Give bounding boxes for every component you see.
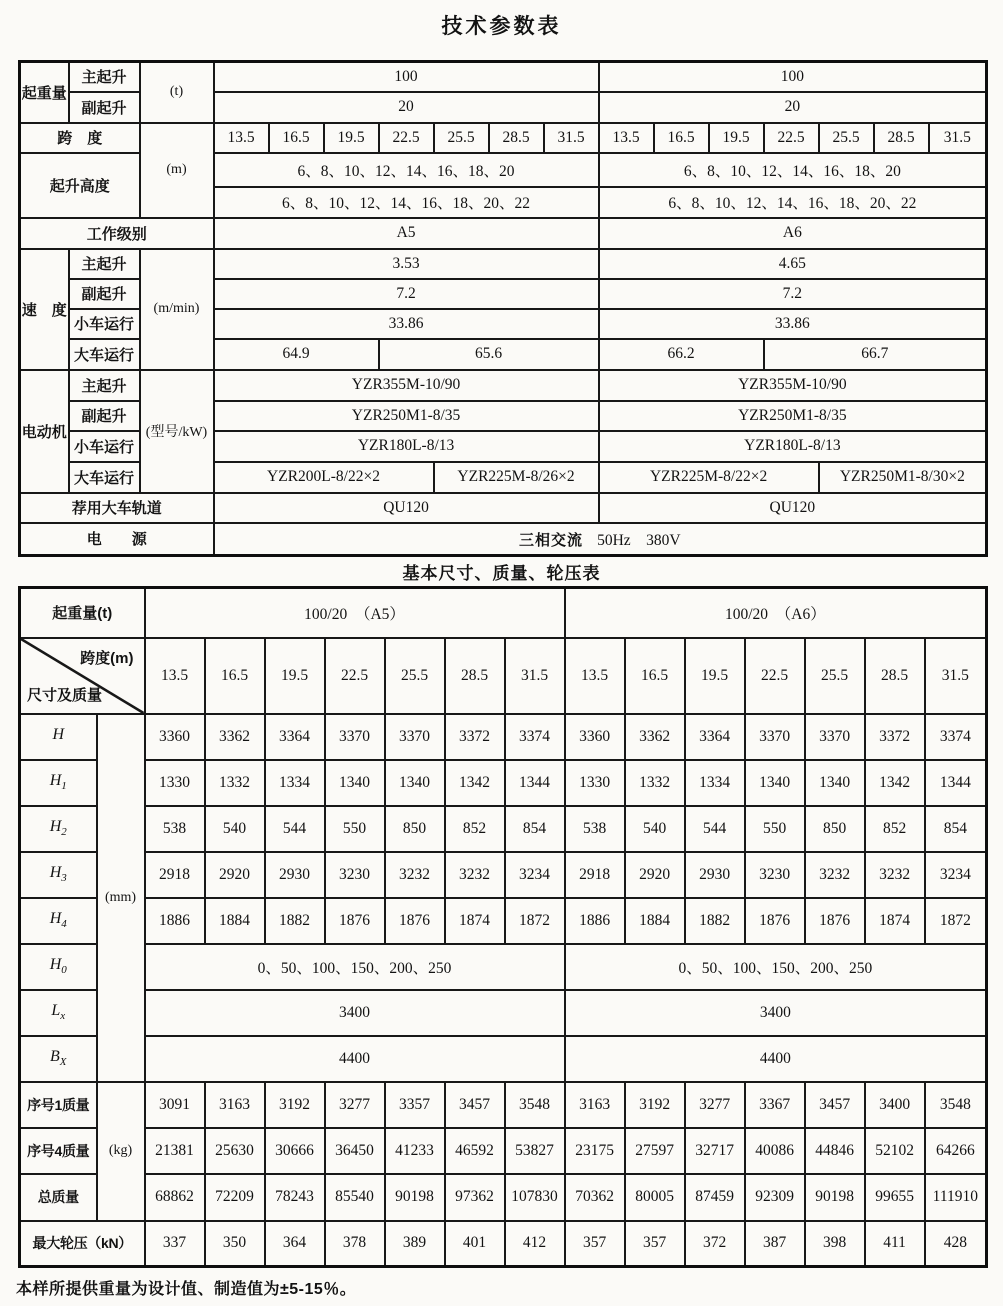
- technical-parameters-table: [18, 60, 988, 557]
- span-height-unit: (m): [140, 123, 214, 218]
- lifting-capacity-group-label: 起重量: [20, 62, 69, 123]
- cell-t1-span-values_a5-0: 13.5: [214, 123, 269, 153]
- aux-capacity-a6: 20: [599, 92, 987, 123]
- dim-H0-label: $H_0$: [20, 944, 97, 990]
- cell-t2-dims-3-a5-5: 3232: [445, 852, 505, 898]
- cell-t2-dims-3-a6-3: 3230: [745, 852, 805, 898]
- cell-t2-dims-1-a6-6: 1344: [925, 760, 987, 806]
- cell-t2-wheel-a5-5: 401: [445, 1221, 505, 1267]
- cell-t1-span-values_a5-1: 16.5: [269, 123, 324, 153]
- cell-t2-masses-0-a5-4: 3357: [385, 1082, 445, 1128]
- cell-t2-spans_a6-5: 28.5: [865, 638, 925, 714]
- cell-t2-masses-1-a6-1: 27597: [625, 1128, 685, 1174]
- cell-t2-masses-0-a5-2: 3192: [265, 1082, 325, 1128]
- cell-t2-dims-0-a5-0: 3360: [145, 714, 205, 760]
- cell-t2-dims-3-a6-1: 2920: [625, 852, 685, 898]
- speed-travel-a5-2: 65.6: [379, 339, 599, 370]
- lifting-height-2-a5: 6、8、10、12、14、16、18、20、22: [214, 187, 599, 218]
- speed-travel-a5-1: 64.9: [214, 339, 379, 370]
- rail-label: 荐用大车轨道: [20, 493, 214, 523]
- cell-t1-span-values_a6-5: 28.5: [874, 123, 929, 153]
- cell-t2-masses-2-a5-2: 78243: [265, 1174, 325, 1221]
- cell-t1-span-values_a6-6: 31.5: [929, 123, 987, 153]
- cell-t2-dims-0-a6-5: 3372: [865, 714, 925, 760]
- cell-t2-dims-4-a6-2: 1882: [685, 898, 745, 944]
- cell-t2-spans_a6-4: 25.5: [805, 638, 865, 714]
- cell-t1-span-values_a5-6: 31.5: [544, 123, 599, 153]
- cell-t1-span-values_a5-3: 22.5: [379, 123, 434, 153]
- speed-trolley-a6: 33.86: [599, 309, 987, 339]
- cell-t2-masses-0-a6-3: 3367: [745, 1082, 805, 1128]
- table2-title: 基本尺寸、质量、轮压表: [402, 564, 601, 583]
- dim-H4-label: $H_4$: [20, 898, 97, 944]
- main-capacity-a6: 100: [599, 62, 987, 92]
- cell-t2-masses-1-a6-2: 32717: [685, 1128, 745, 1174]
- cell-t1-span-values_a5-4: 25.5: [434, 123, 489, 153]
- cell-t2-spans_a5-4: 25.5: [385, 638, 445, 714]
- cell-t2-masses-0-a6-4: 3457: [805, 1082, 865, 1128]
- cell-t2-dims-4-a6-3: 1876: [745, 898, 805, 944]
- cell-t2-dims-4-a5-6: 1872: [505, 898, 565, 944]
- speed-aux-a6: 7.2: [599, 279, 987, 309]
- speed-trolley-label: 小车运行: [69, 309, 140, 339]
- cell-t2-wheel-a5-2: 364: [265, 1221, 325, 1267]
- footnote-text: 本样所提供重量为设计值、制造值为±5-15％。: [16, 1281, 357, 1298]
- lx-a6: 3400: [565, 990, 987, 1036]
- dim-Lx-label: $L_x$: [20, 990, 97, 1036]
- h0-values-a5: 0、50、100、150、200、250: [145, 944, 565, 990]
- cell-t2-masses-1-a5-4: 41233: [385, 1128, 445, 1174]
- speed-main-a5: 3.53: [214, 249, 599, 279]
- speed-main-hoist-label: 主起升: [69, 249, 140, 279]
- cell-t2-dims-2-a5-3: 550: [325, 806, 385, 852]
- cell-t2-masses-2-a5-3: 85540: [325, 1174, 385, 1221]
- cell-t2-dims-3-a5-3: 3230: [325, 852, 385, 898]
- cell-t2-dims-4-a5-4: 1876: [385, 898, 445, 944]
- cell-t1-span-values_a6-1: 16.5: [654, 123, 709, 153]
- capacity-unit: (t): [140, 62, 214, 123]
- cell-t2-dims-2-a6-2: 544: [685, 806, 745, 852]
- dim-H1-label: $H_1$: [20, 760, 97, 806]
- cell-t2-wheel-a6-3: 387: [745, 1221, 805, 1267]
- cell-t2-dims-1-a5-2: 1334: [265, 760, 325, 806]
- cell-t2-dims-1-a5-5: 1342: [445, 760, 505, 806]
- cell-t2-masses-1-a5-1: 25630: [205, 1128, 265, 1174]
- cell-t2-masses-2-a5-0: 68862: [145, 1174, 205, 1221]
- cell-t2-dims-3-a5-2: 2930: [265, 852, 325, 898]
- cell-t2-dims-2-a5-6: 854: [505, 806, 565, 852]
- motor-main-a6: YZR355M-10/90: [599, 370, 987, 401]
- cell-t2-dims-0-a6-6: 3374: [925, 714, 987, 760]
- cell-t2-dims-0-a5-2: 3364: [265, 714, 325, 760]
- cell-t2-dims-4-a6-6: 1872: [925, 898, 987, 944]
- cell-t2-dims-3-a5-4: 3232: [385, 852, 445, 898]
- cell-t2-masses-1-a6-5: 52102: [865, 1128, 925, 1174]
- t2-capacity-a6: 100/20 （A6）: [565, 588, 987, 638]
- cell-t2-dims-3-a6-5: 3232: [865, 852, 925, 898]
- power-label: 电 源: [20, 523, 214, 556]
- cell-t2-spans_a5-1: 16.5: [205, 638, 265, 714]
- motor-trolley-a6: YZR180L-8/13: [599, 431, 987, 462]
- power-value-spec: 50Hz 380V: [597, 531, 681, 549]
- cell-t2-dims-4-a5-0: 1886: [145, 898, 205, 944]
- cell-t2-dims-1-a5-3: 1340: [325, 760, 385, 806]
- cell-t2-dims-4-a5-5: 1874: [445, 898, 505, 944]
- cell-t2-dims-2-a6-4: 850: [805, 806, 865, 852]
- motor-main-hoist-label: 主起升: [69, 370, 140, 401]
- cell-t1-span-values_a6-4: 25.5: [819, 123, 874, 153]
- cell-t2-masses-0-a6-1: 3192: [625, 1082, 685, 1128]
- cell-t2-wheel-a5-0: 337: [145, 1221, 205, 1267]
- motor-travel-a5-2: YZR225M-8/26×2: [434, 462, 599, 493]
- cell-t2-dims-0-a5-3: 3370: [325, 714, 385, 760]
- cell-t2-wheel-a5-3: 378: [325, 1221, 385, 1267]
- cell-t2-masses-2-a6-4: 90198: [805, 1174, 865, 1221]
- cell-t2-dims-0-a6-1: 3362: [625, 714, 685, 760]
- cell-t2-dims-2-a5-4: 850: [385, 806, 445, 852]
- motor-trolley-label: 小车运行: [69, 431, 140, 462]
- speed-aux-a5: 7.2: [214, 279, 599, 309]
- cell-t2-wheel-a6-4: 398: [805, 1221, 865, 1267]
- cell-t2-dims-1-a6-0: 1330: [565, 760, 625, 806]
- main-hoist-label: 主起升: [69, 62, 140, 92]
- cell-t2-dims-2-a5-1: 540: [205, 806, 265, 852]
- cell-t2-dims-2-a5-2: 544: [265, 806, 325, 852]
- cell-t2-wheel-a6-1: 357: [625, 1221, 685, 1267]
- span-dimension-diagonal-cell: [20, 638, 145, 714]
- cell-t2-wheel-a6-5: 411: [865, 1221, 925, 1267]
- motor-aux-hoist-label: 副起升: [69, 401, 140, 431]
- speed-travel-a6-1: 66.2: [599, 339, 764, 370]
- mass-item1-label: 序号1质量: [20, 1082, 97, 1128]
- cell-t2-wheel-a6-6: 428: [925, 1221, 987, 1267]
- dimensions-mass-wheel-load-table: [18, 586, 988, 1268]
- motor-main-a5: YZR355M-10/90: [214, 370, 599, 401]
- bx-a5: 4400: [145, 1036, 565, 1082]
- duty-class-a6: A6: [599, 218, 987, 249]
- cell-t2-masses-2-a5-4: 90198: [385, 1174, 445, 1221]
- cell-t1-span-values_a6-3: 22.5: [764, 123, 819, 153]
- cell-t2-dims-2-a6-6: 854: [925, 806, 987, 852]
- cell-t2-dims-3-a5-1: 2920: [205, 852, 265, 898]
- aux-hoist-label: 副起升: [69, 92, 140, 123]
- speed-crane-travel-label: 大车运行: [69, 339, 140, 370]
- motor-unit: (型号/kW): [140, 370, 214, 493]
- t2-capacity-a5: 100/20 （A5）: [145, 588, 565, 638]
- cell-t2-spans_a5-3: 22.5: [325, 638, 385, 714]
- speed-main-a6: 4.65: [599, 249, 987, 279]
- cell-t2-dims-2-a6-1: 540: [625, 806, 685, 852]
- cell-t2-dims-0-a6-0: 3360: [565, 714, 625, 760]
- cell-t2-masses-0-a6-2: 3277: [685, 1082, 745, 1128]
- cell-t2-spans_a6-0: 13.5: [565, 638, 625, 714]
- cell-t2-wheel-a5-1: 350: [205, 1221, 265, 1267]
- cell-t2-masses-1-a6-3: 40086: [745, 1128, 805, 1174]
- cell-t2-masses-1-a6-4: 44846: [805, 1128, 865, 1174]
- speed-trolley-a5: 33.86: [214, 309, 599, 339]
- cell-t1-span-values_a5-2: 19.5: [324, 123, 379, 153]
- cell-t2-spans_a6-2: 19.5: [685, 638, 745, 714]
- cell-t1-span-values_a5-5: 28.5: [489, 123, 544, 153]
- t2-capacity-label: 起重量(t): [20, 588, 145, 638]
- cell-t2-wheel-a5-6: 412: [505, 1221, 565, 1267]
- cell-t2-masses-0-a6-6: 3548: [925, 1082, 987, 1128]
- cell-t2-dims-1-a6-1: 1332: [625, 760, 685, 806]
- cell-t2-dims-0-a5-1: 3362: [205, 714, 265, 760]
- duty-class-a5: A5: [214, 218, 599, 249]
- cell-t2-dims-4-a5-3: 1876: [325, 898, 385, 944]
- cell-t1-span-values_a6-0: 13.5: [599, 123, 654, 153]
- cell-t2-dims-2-a6-0: 538: [565, 806, 625, 852]
- cell-t2-masses-0-a5-0: 3091: [145, 1082, 205, 1128]
- span-label: 跨 度: [20, 123, 140, 153]
- cell-t2-masses-0-a5-5: 3457: [445, 1082, 505, 1128]
- motor-travel-a6-2: YZR250M1-8/30×2: [819, 462, 987, 493]
- cell-t2-spans_a5-0: 13.5: [145, 638, 205, 714]
- motor-aux-a6: YZR250M1-8/35: [599, 401, 987, 431]
- dim-H2-label: $H_2$: [20, 806, 97, 852]
- rail-a6: QU120: [599, 493, 987, 523]
- lifting-height-label: 起升高度: [20, 153, 140, 218]
- cell-t2-dims-2-a6-3: 550: [745, 806, 805, 852]
- cell-t2-spans_a5-2: 19.5: [265, 638, 325, 714]
- cell-t2-spans_a6-3: 22.5: [745, 638, 805, 714]
- lifting-height-2-a6: 6、8、10、12、14、16、18、20、22: [599, 187, 987, 218]
- dim-H-label: H: [20, 714, 97, 760]
- power-value: [214, 523, 987, 556]
- cell-t2-dims-2-a5-5: 852: [445, 806, 505, 852]
- cell-t2-dims-3-a6-0: 2918: [565, 852, 625, 898]
- cell-t2-masses-0-a6-5: 3400: [865, 1082, 925, 1128]
- cell-t2-dims-3-a5-6: 3234: [505, 852, 565, 898]
- cell-t2-masses-2-a6-1: 80005: [625, 1174, 685, 1221]
- power-value-type: 三相交流: [519, 531, 584, 549]
- cell-t2-spans_a6-1: 16.5: [625, 638, 685, 714]
- cell-t2-dims-0-a5-5: 3372: [445, 714, 505, 760]
- speed-aux-hoist-label: 副起升: [69, 279, 140, 309]
- mm-unit: (mm): [97, 714, 145, 1082]
- cell-t2-masses-2-a5-5: 97362: [445, 1174, 505, 1221]
- cell-t2-dims-3-a6-4: 3232: [805, 852, 865, 898]
- cell-t2-masses-1-a5-5: 46592: [445, 1128, 505, 1174]
- dim-H3-label: $H_3$: [20, 852, 97, 898]
- cell-t2-dims-1-a5-0: 1330: [145, 760, 205, 806]
- cell-t2-dims-1-a5-1: 1332: [205, 760, 265, 806]
- motor-aux-a5: YZR250M1-8/35: [214, 401, 599, 431]
- bx-a6: 4400: [565, 1036, 987, 1082]
- cell-t2-masses-2-a6-6: 111910: [925, 1174, 987, 1221]
- total-mass-label: 总质量: [20, 1174, 97, 1221]
- cell-t2-wheel-a5-4: 389: [385, 1221, 445, 1267]
- diag-dims-label: 尺寸及质量: [27, 686, 103, 704]
- cell-t2-dims-3-a6-6: 3234: [925, 852, 987, 898]
- motor-travel-a5-1: YZR200L-8/22×2: [214, 462, 434, 493]
- cell-t2-dims-0-a6-4: 3370: [805, 714, 865, 760]
- motor-group-label: 电动机: [20, 370, 69, 493]
- cell-t2-dims-4-a6-4: 1876: [805, 898, 865, 944]
- diag-span-label: 跨度(m): [80, 649, 134, 667]
- cell-t2-dims-3-a5-0: 2918: [145, 852, 205, 898]
- duty-class-label: 工作级别: [20, 218, 214, 249]
- cell-t2-masses-2-a5-6: 107830: [505, 1174, 565, 1221]
- cell-t2-masses-1-a5-0: 21381: [145, 1128, 205, 1174]
- cell-t2-dims-0-a6-3: 3370: [745, 714, 805, 760]
- cell-t2-masses-2-a6-0: 70362: [565, 1174, 625, 1221]
- cell-t2-dims-4-a6-1: 1884: [625, 898, 685, 944]
- cell-t2-dims-1-a6-3: 1340: [745, 760, 805, 806]
- cell-t2-masses-1-a5-6: 53827: [505, 1128, 565, 1174]
- h0-values-a6: 0、50、100、150、200、250: [565, 944, 987, 990]
- aux-capacity-a5: 20: [214, 92, 599, 123]
- lx-a5: 3400: [145, 990, 565, 1036]
- motor-trolley-a5: YZR180L-8/13: [214, 431, 599, 462]
- cell-t2-dims-1-a6-5: 1342: [865, 760, 925, 806]
- cell-t2-masses-2-a6-3: 92309: [745, 1174, 805, 1221]
- cell-t2-masses-1-a6-0: 23175: [565, 1128, 625, 1174]
- motor-travel-a6-1: YZR225M-8/22×2: [599, 462, 819, 493]
- cell-t2-dims-4-a5-1: 1884: [205, 898, 265, 944]
- cell-t2-masses-0-a5-6: 3548: [505, 1082, 565, 1128]
- cell-t2-dims-4-a6-5: 1874: [865, 898, 925, 944]
- cell-t2-dims-4-a6-0: 1886: [565, 898, 625, 944]
- cell-t2-dims-1-a6-4: 1340: [805, 760, 865, 806]
- page-title: 技术参数表: [441, 15, 562, 38]
- cell-t2-dims-0-a6-2: 3364: [685, 714, 745, 760]
- cell-t2-dims-1-a6-2: 1334: [685, 760, 745, 806]
- mass-item4-label: 序号4质量: [20, 1128, 97, 1174]
- motor-crane-travel-label: 大车运行: [69, 462, 140, 493]
- cell-t1-span-values_a6-2: 19.5: [709, 123, 764, 153]
- cell-t2-spans_a6-6: 31.5: [925, 638, 987, 714]
- rail-a5: QU120: [214, 493, 599, 523]
- cell-t2-masses-1-a5-2: 30666: [265, 1128, 325, 1174]
- cell-t2-masses-0-a5-3: 3277: [325, 1082, 385, 1128]
- cell-t2-spans_a5-6: 31.5: [505, 638, 565, 714]
- cell-t2-masses-2-a5-1: 72209: [205, 1174, 265, 1221]
- cell-t2-dims-0-a5-4: 3370: [385, 714, 445, 760]
- cell-t2-dims-0-a5-6: 3374: [505, 714, 565, 760]
- lifting-height-1-a6: 6、8、10、12、14、16、18、20: [599, 153, 987, 187]
- cell-t2-dims-4-a5-2: 1882: [265, 898, 325, 944]
- speed-travel-a6-2: 66.7: [764, 339, 987, 370]
- cell-t2-wheel-a6-0: 357: [565, 1221, 625, 1267]
- cell-t2-masses-2-a6-2: 87459: [685, 1174, 745, 1221]
- speed-unit: (m/min): [140, 249, 214, 370]
- kg-unit: (kg): [97, 1082, 145, 1221]
- cell-t2-masses-2-a6-5: 99655: [865, 1174, 925, 1221]
- cell-t2-dims-1-a5-4: 1340: [385, 760, 445, 806]
- cell-t2-dims-2-a6-5: 852: [865, 806, 925, 852]
- cell-t2-dims-1-a5-6: 1344: [505, 760, 565, 806]
- cell-t2-masses-1-a5-3: 36450: [325, 1128, 385, 1174]
- dim-Bx-label: $B_X$: [20, 1036, 97, 1082]
- cell-t2-dims-2-a5-0: 538: [145, 806, 205, 852]
- cell-t2-dims-3-a6-2: 2930: [685, 852, 745, 898]
- cell-t2-masses-0-a5-1: 3163: [205, 1082, 265, 1128]
- cell-t2-masses-0-a6-0: 3163: [565, 1082, 625, 1128]
- max-wheel-load-label: 最大轮压（kN）: [20, 1221, 145, 1267]
- main-capacity-a5: 100: [214, 62, 599, 92]
- cell-t2-spans_a5-5: 28.5: [445, 638, 505, 714]
- speed-group-label: 速 度: [20, 249, 69, 370]
- lifting-height-1-a5: 6、8、10、12、14、16、18、20: [214, 153, 599, 187]
- cell-t2-wheel-a6-2: 372: [685, 1221, 745, 1267]
- cell-t2-masses-1-a6-6: 64266: [925, 1128, 987, 1174]
